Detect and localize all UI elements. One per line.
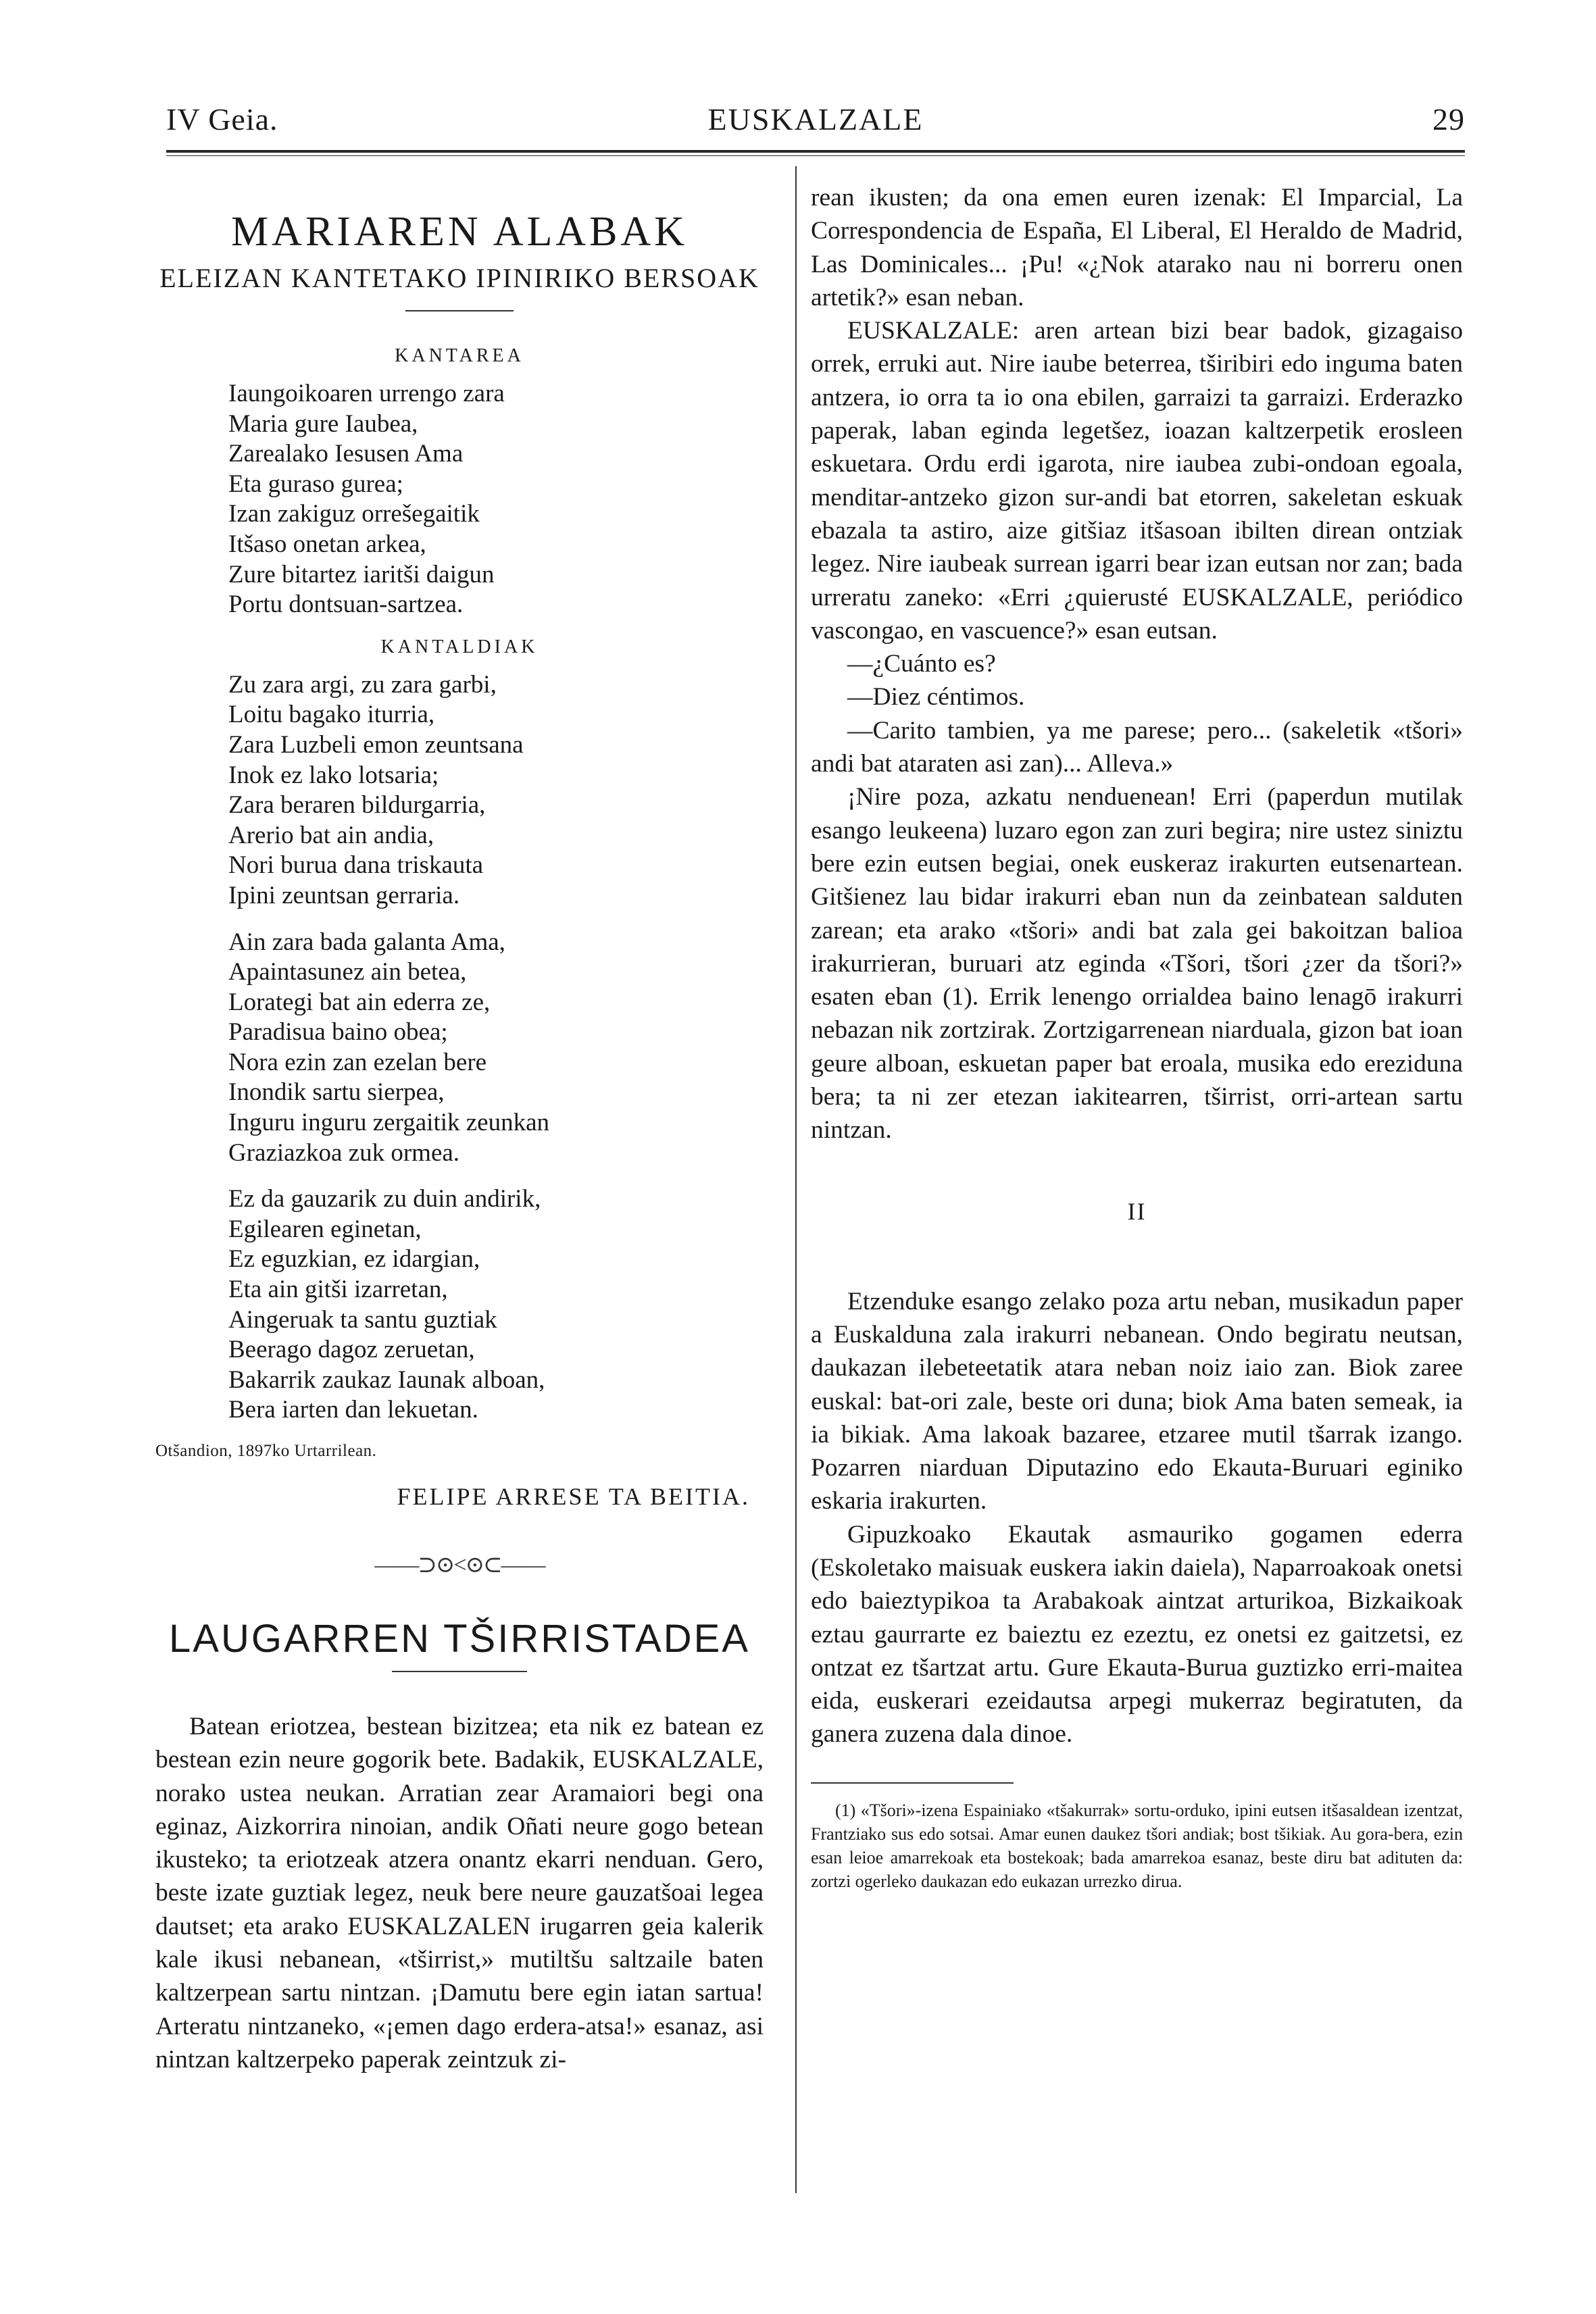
article-title-rule — [392, 1671, 527, 1672]
dialog-line: —¿Cuánto es? — [847, 650, 996, 678]
article-left-text — [155, 1710, 764, 2076]
header-rule-thin — [166, 155, 1465, 156]
verse-line: Maria gure Iaubea, — [228, 409, 418, 438]
verse-line: Zu zara argi, zu zara garbi, — [228, 670, 497, 699]
article-paragraph: EUSKALZALE: aren artean bizi bear badok, gizagaiso orrek, erruki aut. Nire iaube beterrea, tširibiri edo inguma baten antzera, io orra ta io ona ebilen, garraizi ta garraizi. Erderazko paperak, laban eginda legetšez, ioazan kaltzerpetik erosleen eskuetara. Ordu erdi igarota, nire iaubea zubi-ondoan egoala, menditar-antzeko gizon sur-andi bat etorren, sakeletan eskuak ebazala ta astiro, aize gitšiaz itšasoan ibilten direan ontziak legez. Nire iaubeak surrean igarri bear izan eutsan nor zan; bada urreratu zaneko: «Erri ¿quierusté EUSKALZALE, periódico vascongao, en vascuence?» esan eutsan. — [811, 317, 1463, 645]
verse-line: Bera iarten dan lekuetan. — [228, 1396, 478, 1424]
article-paragraph: Batean eriotzea, bestean bizitzea; eta nik ez batean ez bestean ezin neure gogorik bete. Badakik, EUSKALZALE, norako ustea neukan. Arratian zear Aramaiori begi ona eginaz, Aizkorrira ninoian, andik Oñati neure gogo betean ikusteko; ta eriotzeak atzera onantz ekarri nenduan. Gero, beste izate guztiak legez, neuk bere neure gauzatšoai legea dautset; eta arako EUSKALZALEN irugarren geia kalerik kale ikusi nebanean, «tširrist,» mutiltšu saltzaile baten kaltzerpean sartu nintzan. ¡Damutu bere egin iatan sartua! Arteratu nintzaneko, «¡emen dago erdera-atsa!» esanaz, asi nintzan kaltzerpeko paperak zeintzuk zi- — [155, 1713, 764, 2073]
page-number: 29 — [1432, 102, 1465, 136]
kantaldiak-heading: KANTALDIAK — [380, 636, 539, 657]
article-paragraph: Etzenduke esango zelako poza artu neban, musikadun paper a Euskalduna zala irakurri nebanean. Ondo begiratu neutsan, daukazan ilebeteetatik atara neban noiz iaio zan. Biok zaree euskal: bat-ori zale, beste ori duna; biok Ama baten semeak, ia ia bikiak. Ama lakoak bazaree, etzaree mutil tšarrak izango. Pozarren niarduan Diputazino edo Ekauta-Buruari eginiko eskaria irakurten. — [811, 1287, 1463, 1515]
verse-line: Inguru inguru zergaitik zeunkan — [228, 1109, 550, 1137]
verse-line: Zure bitartez iaritši daigun — [228, 560, 495, 588]
stanza-1 — [228, 670, 764, 911]
verse-line: Aingeruak ta santu guztiak — [228, 1305, 497, 1334]
running-head — [166, 101, 1465, 149]
section-number: II — [1127, 1197, 1147, 1225]
title-rule — [405, 310, 514, 311]
verse-line: Inok ez lako lotsaria; — [228, 761, 439, 789]
left-column — [155, 181, 764, 2076]
verse-line: Apaintasunez ain betea, — [228, 958, 467, 986]
verse-line: Beerago dagoz zeruetan, — [228, 1336, 475, 1364]
verse-line: Egilearen eginetan, — [228, 1215, 422, 1243]
header-rule — [166, 150, 1465, 153]
article-paragraph: rean ikusten; da ona emen euren izenak: El Imparcial, La Correspondencia de España, El Liberal, El Heraldo de Madrid, Las Dominicales... ¡Pu! «¿Nok atarako nau ni borreru onen artetik?» esan neban. — [811, 184, 1463, 311]
verse-line: Ain zara bada galanta Ama, — [228, 928, 505, 956]
verse-line: Iaungoikoaren urrengo zara — [228, 380, 505, 407]
column-divider — [795, 166, 797, 2193]
verse-line: Graziazkoa zuk ormea. — [228, 1138, 460, 1167]
verse-line: Portu dontsuan-sartzea. — [228, 590, 464, 619]
verse-line: Paradisua baino obea; — [228, 1018, 448, 1047]
poem-subtitle: ELEIZAN KANTETAKO IPINIRIKO BERSOAK — [159, 263, 759, 293]
article-right-text — [811, 181, 1463, 1751]
verse-line: Izan zakiguz orrešegaitik — [228, 500, 480, 528]
verse-line: Loitu bagako iturria, — [228, 701, 435, 729]
kantarea-verse — [228, 379, 764, 620]
footnote-rule — [811, 1782, 1014, 1784]
ornament-divider: ——⊃⊙<⊙⊂—— — [374, 1553, 545, 1578]
stanza-2 — [228, 928, 764, 1169]
verse-line: Inondik sartu sierpea, — [228, 1078, 445, 1107]
article-paragraph: Gipuzkoako Ekautak asmauriko gogamen ederra (Eskoletako maisuak euskera iakin daiela), Naparroakoak onetsi edo baieztурikoa ta Arabakoak aintzat arturikoa, Bizkaikoak eztau gaurrarte ez baieztu ez ezeztu, ez onetsi ez gaitzetsi, ez ontzat ez tšartzat artu. Gure Ekauta-Burua guztizko erri-maitea eida, euskerari ezeidautsa arpegi mukerraz begiratuten, da ganera zuzena dala dinoe. — [811, 1520, 1463, 1749]
right-column — [811, 181, 1463, 1893]
article-paragraph: ¡Nire poza, azkatu nenduenean! Erri (paperdun mutilak esango leukeena) luzaro egon zan zuri begira; nire ustez siniztu bere ezin eutsen begiai, onek euskeraz irakurten eutsenartean. Gitšienez lau bidar irakurri eban nun da zeinbatean salduten zarean; eta arako «tšori» andi bat zala gei bakoitzan balioa irakurrieran, buruari atz eginda «Tšori, tšori ¿zer da tšori?» esaten eban (1). Errik lenengo orrialdea baino lenagō irakurri nebazan nik zortzirak. Zortzigarrenean niarduala, gizon bat ioan geure alboan, eskuetan paper bat eroala, musika edo erezidunа bera; ta ni zer etezan iakitearren, tširrist, orri-artean sartu nintzan. — [811, 783, 1463, 1145]
verse-line: Zara Luzbeli emon zeuntsana — [228, 730, 524, 759]
poem-title: MARIAREN ALABAK — [230, 209, 689, 255]
verse-line: Zarealako Iesusen Ama — [228, 440, 464, 468]
kantarea-heading: KANTAREA — [395, 345, 524, 366]
dialog-line: —Diez céntimos. — [847, 683, 1025, 711]
verse-line: Eta ain gitši izarretan, — [228, 1276, 448, 1304]
verse-line: Nori burua dana triskauta — [228, 851, 484, 880]
stanza-3 — [228, 1184, 764, 1426]
poem-signature: FELIPE ARRESE TA BEITIA. — [397, 1483, 750, 1510]
verse-line: Itšaso onetan arkea, — [228, 530, 426, 558]
journal-title: EUSKALZALE — [707, 102, 924, 136]
verse-line: Ez da gauzarik zu duin andirik, — [228, 1185, 541, 1213]
verse-line: Arerio bat ain andia, — [228, 821, 434, 849]
poem-dateline: Otšandion, 1897ko Urtarrilean. — [155, 1442, 377, 1460]
verse-line: Zara beraren bildurgarria, — [228, 791, 486, 820]
verse-line: Bakarrik zaukaz Iaunak alboan, — [228, 1365, 545, 1394]
verse-line: Lorategi bat ain ederra ze, — [228, 988, 491, 1016]
verse-line: Ez eguzkian, ez idargian, — [228, 1245, 480, 1274]
verse-line: Nora ezin zan ezelan bere — [228, 1048, 487, 1076]
issue-number: IV Geia. — [166, 102, 278, 136]
footnote: (1) «Tšori»-izena Espainiako «tšakurrak» sortu-orduko, ipini eutsen itšasaldean izentzat, Frantziako sus edo sotsai. Amar eunen daukez tšori andiak; bost tšikiak. Au gora-bera, ezin esan leioe amarrekoak eta bostekoak; bada amarrekoa esanaz, beste diru bat adituten da: zortzi ogerleko daukazan edo eukazan urrezko dirua. — [811, 1800, 1463, 1891]
article-title: LAUGARREN TŠIRRISTADEA — [169, 1617, 750, 1661]
verse-line: Ipini zeuntsan gerraria. — [228, 881, 460, 909]
verse-line: Eta guraso gurea; — [228, 470, 403, 498]
dialog-line: —Carito tambien, ya me parese; pero... (sakeletik «tšori» andi bat ataraten asi zan)... Alleva.» — [811, 716, 1463, 778]
